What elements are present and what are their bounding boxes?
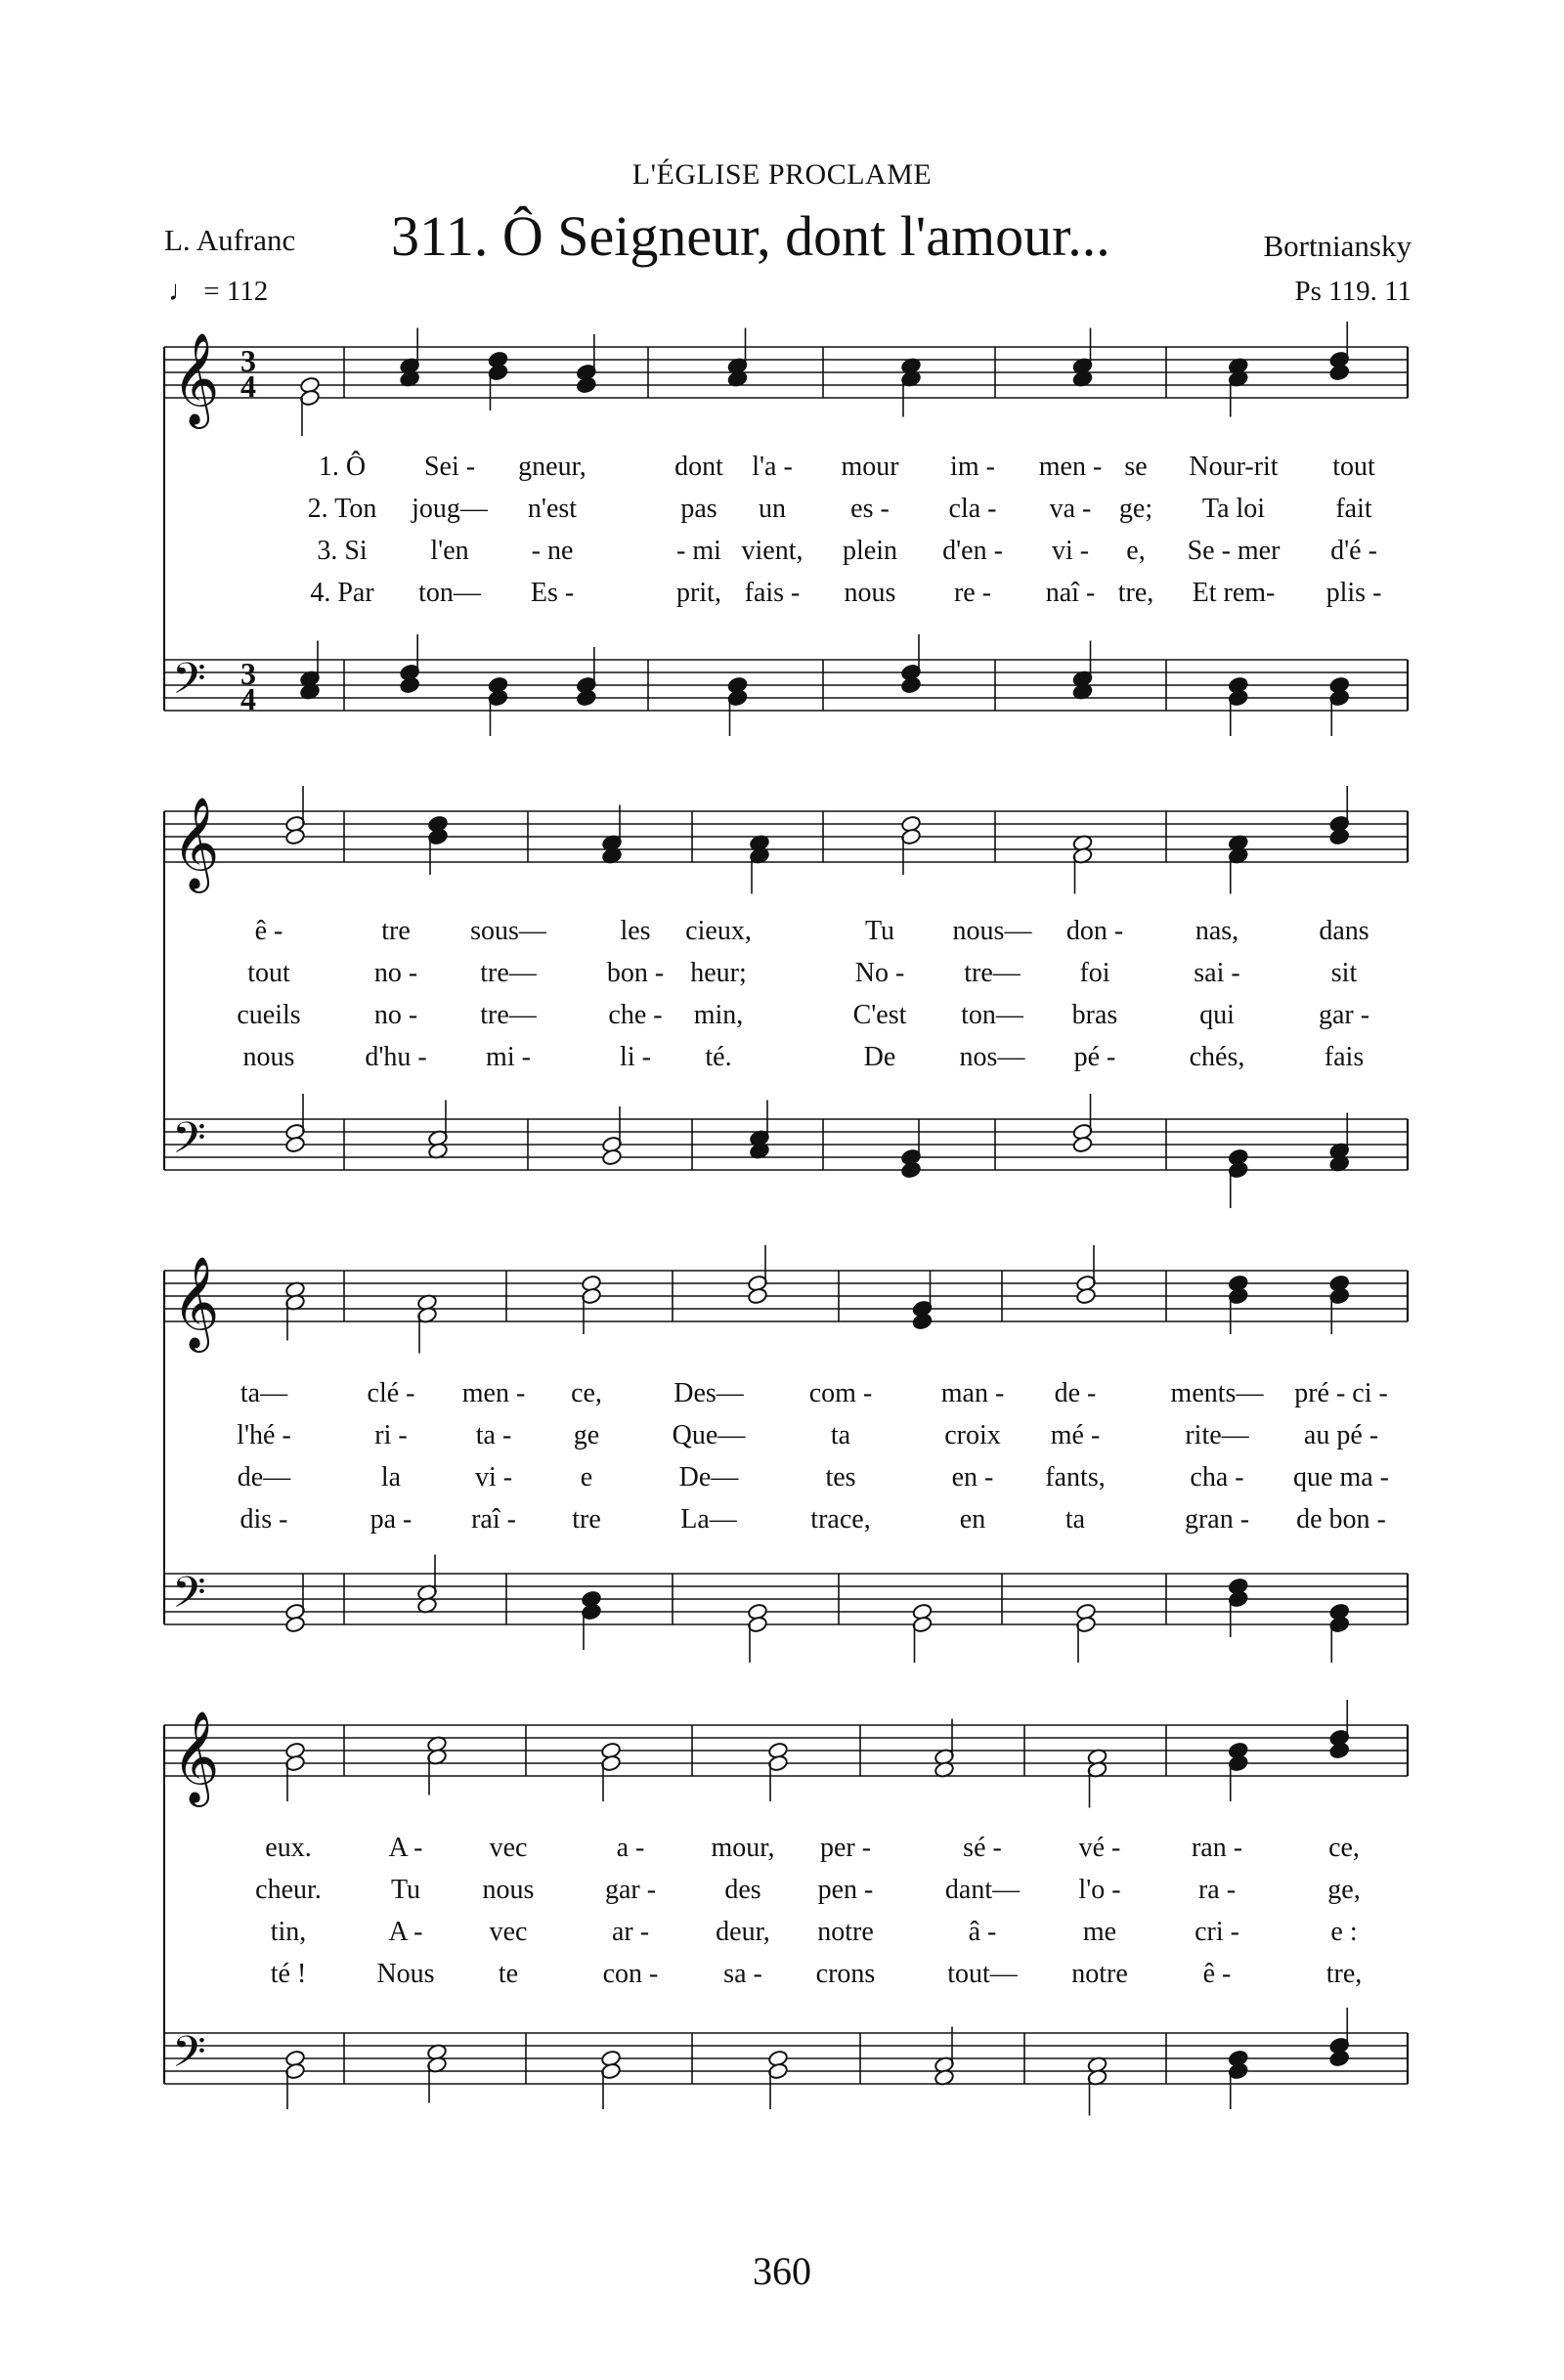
lyric-syllable: 3. Si [317,536,368,566]
treble-clef-icon: 𝄞 [172,797,220,889]
lyric-syllable: mi - [486,1042,531,1072]
lyric-syllable: cieux, [685,916,752,946]
lyric-syllable: foi [1079,958,1110,988]
lyric-syllable: Sei - [423,452,476,482]
lyric-syllable: men - [461,1378,526,1408]
lyric-syllable: que ma - [1293,1462,1389,1493]
lyric-syllable: eux. [265,1833,312,1863]
hymn-title: 311. Ô Seigneur, dont l'amour... [391,204,1110,268]
lyric-syllable: va - [1049,494,1092,524]
lyric-syllable: d'en - [942,536,1003,566]
lyric-syllable: té. [705,1042,732,1072]
lyric-syllable: naî - [1045,578,1096,608]
lyric-syllable: tre— [480,1000,537,1030]
lyric-syllable: C'est [852,1000,907,1030]
lyric-syllable: trace, [810,1504,871,1535]
lyric-syllable: sit [1330,958,1358,988]
lyric-syllable: e [580,1462,593,1493]
lyric-syllable: a - [616,1833,645,1863]
chord-note [600,1742,621,1801]
lyric-syllable: gar - [1318,1000,1370,1030]
lyric-syllable: ra - [1197,1875,1237,1905]
lyric-syllable: ge; [1118,494,1153,524]
lyric-syllable: es - [850,494,890,524]
lyric-syllable: A - [388,1833,423,1863]
chord-note [1228,2050,1248,2109]
lyric-syllable: vi - [474,1462,513,1493]
lyric-syllable: ta - [475,1420,512,1450]
lyric-syllable: d'hu - [365,1042,427,1072]
lyric-syllable: fants, [1045,1462,1106,1493]
lyric-syllable: tout [247,958,290,988]
chord-note [284,1742,305,1801]
lyric-syllable: no - [373,958,418,988]
lyric-verse-line [0,1917,1564,1956]
treble-clef-icon: 𝄞 [172,332,220,425]
lyric-syllable: ce, [1328,1833,1360,1863]
lyric-syllable: notre [1071,1959,1128,1989]
lyric-syllable: ar - [611,1917,650,1947]
lyric-syllable: gar - [604,1875,657,1905]
lyric-syllable: de bon - [1296,1504,1386,1535]
lyric-syllable: sai - [1194,958,1240,988]
lyricist-name: L. Aufranc [164,223,296,257]
lyric-syllable: sa - [723,1959,762,1989]
lyric-syllable: - ne [531,536,574,566]
lyric-syllable: vec [489,1917,528,1947]
chord-note [934,1719,954,1779]
lyric-syllable: tout [1332,452,1375,482]
lyric-syllable: 1. Ô [318,452,367,482]
lyric-syllable: min, [693,1000,744,1030]
lyric-syllable: tre [572,1504,601,1535]
lyric-syllable: fais - [744,578,801,608]
lyric-syllable: crons [815,1959,876,1989]
lyric-syllable: pé - [1073,1042,1116,1072]
lyric-syllable: clé - [367,1378,415,1408]
lyric-syllable: rite— [1185,1420,1249,1450]
lyric-syllable: l'en [430,536,469,566]
lyric-syllable: en [959,1504,986,1535]
lyric-syllable: l'hé - [237,1420,291,1450]
lyric-syllable: Tu [390,1875,421,1905]
lyric-syllable: 2. Ton [307,494,377,524]
lyric-syllable: 4. Par [310,578,374,608]
time-signature-top: 3 [240,343,256,378]
lyric-syllable: en - [951,1462,994,1493]
lyric-syllable: plein [843,536,897,566]
lyric-syllable: La— [680,1504,737,1535]
time-signature-top: 3 [240,656,256,691]
lyric-syllable: raî - [471,1504,516,1535]
lyric-syllable: fais [1324,1042,1365,1072]
lyric-syllable: plis - [1325,578,1382,608]
lyric-syllable: no - [373,1000,418,1030]
lyric-syllable: gneur, [518,452,586,482]
lyric-syllable: tre, [1325,1959,1363,1989]
lyric-syllable: ri - [374,1420,408,1450]
lyric-syllable: tout— [947,1959,1018,1989]
lyric-verse-line [0,1875,1564,1914]
lyric-syllable: ge [573,1420,600,1450]
lyric-syllable: notre [817,1917,874,1947]
lyric-syllable: ta— [239,1378,288,1408]
lyric-syllable: tin, [270,1917,307,1947]
lyric-syllable: les [620,916,651,946]
chord-note [426,1735,447,1795]
chord-note [1329,1700,1350,1759]
lyric-syllable: cla - [948,494,997,524]
lyric-syllable: ta [830,1420,851,1450]
lyric-syllable: A - [388,1917,423,1947]
lyric-syllable: vi - [1051,536,1090,566]
lyric-verse-line [0,1833,1564,1872]
lyric-syllable: dans [1319,916,1369,946]
lyric-syllable: Tu [864,916,895,946]
lyric-syllable: l'o - [1078,1875,1121,1905]
lyric-syllable: fait [1335,494,1372,524]
lyric-syllable: pa - [369,1504,413,1535]
lyric-syllable: tes [825,1462,856,1493]
lyric-syllable: croix [944,1420,1001,1450]
chord-note [1228,1742,1248,1801]
lyric-syllable: com - [808,1378,873,1408]
lyric-syllable: ments— [1170,1378,1264,1408]
composer-name: Bortniansky [1263,229,1412,263]
lyric-syllable: vec [489,1833,528,1863]
lyric-syllable: té ! [270,1959,307,1989]
lyric-syllable: sous— [470,916,546,946]
lyric-syllable: De— [678,1462,739,1493]
lyric-syllable: ê - [254,916,283,946]
lyric-syllable: au pé - [1303,1420,1379,1450]
lyric-syllable: pré - ci - [1294,1378,1388,1408]
lyric-syllable: l'a - [752,452,793,482]
lyric-syllable: te [498,1959,519,1989]
lyric-syllable: prit, [676,578,721,608]
lyric-syllable: mé - [1050,1420,1101,1450]
lyric-syllable: De [863,1042,896,1072]
lyric-syllable: ran - [1191,1833,1243,1863]
lyric-syllable: im - [950,452,995,482]
scripture-reference: Ps 119. 11 [1294,276,1412,307]
lyric-syllable: nous [844,578,896,608]
lyric-syllable: Se - mer [1187,536,1281,566]
lyric-syllable: chés, [1189,1042,1245,1072]
lyric-syllable: pas [680,494,717,524]
lyric-syllable: men - [1038,452,1103,482]
lyric-verse-line [0,1959,1564,1998]
lyric-syllable: nous— [952,916,1032,946]
lyric-syllable: de— [237,1462,291,1493]
lyric-syllable: un [759,494,786,524]
bass-clef-icon: 𝄢 [172,2026,206,2088]
bass-clef-icon: 𝄢 [172,1567,206,1628]
lyric-syllable: joug— [412,494,488,524]
lyric-syllable: vient, [741,536,804,566]
chord-note [934,2027,954,2087]
lyric-syllable: e : [1330,1917,1358,1947]
lyric-syllable: d'é - [1330,536,1377,566]
lyric-syllable: No - [854,958,905,988]
lyric-syllable: se [1124,452,1148,482]
lyric-syllable: don - [1065,916,1124,946]
treble-clef-icon: 𝄞 [172,1256,220,1349]
lyric-syllable: re - [953,578,992,608]
lyric-syllable: man - [940,1378,1005,1408]
lyric-syllable: nas, [1195,916,1239,946]
lyric-syllable: ê - [1202,1959,1232,1989]
tempo-marking: ♩ = 112 [168,276,269,307]
lyric-syllable: nous [482,1875,535,1905]
lyric-syllable: de - [1054,1378,1097,1408]
section-title: L'ÉGLISE PROCLAME [631,158,933,191]
lyric-syllable: mour, [711,1833,775,1863]
bass-clef-icon: 𝄢 [172,1112,206,1174]
chord-note [767,1742,788,1801]
lyric-syllable: Des— [673,1378,744,1408]
lyric-syllable: cueils [237,1000,301,1030]
lyric-syllable: mour [841,452,899,482]
lyric-syllable: tre— [480,958,537,988]
lyric-syllable: tre, [1117,578,1154,608]
lyric-syllable: - mi [676,536,721,566]
lyric-syllable: cri - [1195,1917,1239,1947]
lyric-syllable: per - [819,1833,872,1863]
lyric-syllable: ce, [571,1378,602,1408]
lyric-syllable: la [380,1462,402,1493]
lyric-syllable: tre [381,916,411,946]
lyric-syllable: Nour-rit [1189,452,1279,482]
chord-note [1087,1748,1108,1807]
lyric-syllable: â - [968,1917,997,1947]
lyric-syllable: sé - [963,1833,1002,1863]
lyric-syllable: bon - [606,958,665,988]
lyric-syllable: Es - [530,578,575,608]
lyric-syllable: deur, [716,1917,770,1947]
lyric-syllable: nous [242,1042,295,1072]
lyric-syllable: cha - [1190,1462,1244,1493]
lyric-syllable: n'est [527,494,578,524]
lyric-syllable: Que— [672,1420,746,1450]
chord-note [767,2050,788,2109]
lyric-syllable: Et rem- [1192,578,1276,608]
lyric-syllable: pen - [817,1875,874,1905]
chord-note [1087,2055,1108,2115]
lyric-syllable: cheur. [255,1875,322,1905]
chord-note [426,2043,447,2102]
lyric-syllable: dant— [944,1875,1021,1905]
lyric-syllable: che - [608,1000,663,1030]
lyric-syllable: ton— [418,578,481,608]
lyric-syllable: Nous [376,1959,435,1989]
treble-clef-icon: 𝄞 [172,1710,220,1803]
lyric-syllable: tre— [964,958,1021,988]
lyric-syllable: qui [1199,1000,1235,1030]
lyric-syllable: nos— [959,1042,1025,1072]
page-number: 360 [753,2249,811,2293]
chord-note [1329,2008,1350,2067]
lyric-syllable: ge, [1327,1875,1361,1905]
lyric-syllable: gran - [1184,1504,1250,1535]
lyric-syllable: e, [1126,536,1146,566]
time-signature-bottom: 4 [240,681,256,716]
time-signature-bottom: 4 [240,368,256,404]
lyric-syllable: vé - [1078,1833,1121,1863]
lyric-syllable: dis - [239,1504,288,1535]
lyric-syllable: li - [620,1042,651,1072]
lyric-syllable: Ta loi [1201,494,1266,524]
bass-clef-icon: 𝄢 [172,653,206,714]
lyric-syllable: des [724,1875,761,1905]
lyric-syllable: ton— [961,1000,1023,1030]
lyric-syllable: heur; [690,958,747,988]
lyric-syllable: ta [1064,1504,1086,1535]
chord-note [600,2050,621,2109]
lyric-syllable: con - [602,1959,659,1989]
lyric-syllable: dont [674,452,723,482]
lyric-syllable: me [1082,1917,1117,1947]
lyric-syllable: bras [1071,1000,1118,1030]
chord-note [284,2050,305,2109]
